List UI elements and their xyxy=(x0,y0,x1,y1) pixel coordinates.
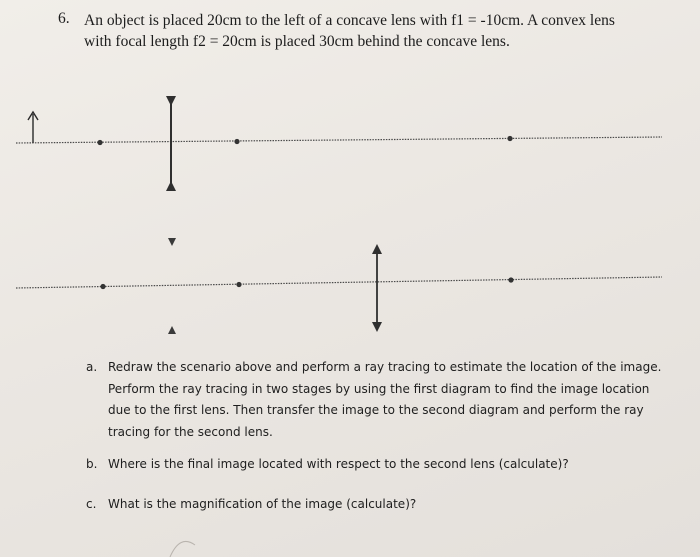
question-c-letter: c. xyxy=(86,497,97,511)
focal-point-marker xyxy=(507,136,512,141)
diagram-2 xyxy=(16,238,662,334)
pencil-mark xyxy=(170,541,195,557)
focal-point-marker xyxy=(234,139,239,144)
focal-point-marker xyxy=(508,277,513,282)
focal-point-marker xyxy=(100,284,105,289)
question-c-text xyxy=(108,494,648,516)
question-b-line-1: Where is the final image located with respect to the second lens (calculate)? xyxy=(108,457,569,471)
question-a-line-1: Redraw the scenario above and perform a ray tracing to estimate the location of the image. xyxy=(108,360,662,374)
diagram-1 xyxy=(16,96,662,191)
question-a-line-3: due to the first lens. Then transfer the image to the second diagram and perform the ray xyxy=(108,403,644,417)
question-a-line-2: Perform the ray tracing in two stages by using the first diagram to find the image location xyxy=(108,381,650,396)
question-a-line-4: tracing for the second lens. xyxy=(108,424,273,439)
question-a-letter: a. xyxy=(86,360,98,374)
problem-line-1: An object is placed 20cm to the left of a concave lens with f1 = -10cm. A convex lens xyxy=(84,12,615,29)
optical-axis-1 xyxy=(16,137,662,143)
concave-lens-1 xyxy=(166,96,176,191)
question-c-line-1: What is the magnification of the image (calculate)? xyxy=(108,497,417,511)
focal-point-marker xyxy=(97,140,102,145)
question-a-text xyxy=(108,357,662,443)
object-arrow xyxy=(28,112,38,143)
focal-point-marker xyxy=(236,282,241,287)
concave-lens-marks xyxy=(168,238,176,334)
question-b-letter: b. xyxy=(86,457,98,471)
question-b-text xyxy=(108,454,648,476)
problem-line-2: with focal length f2 = 20cm is placed 30cm behind the concave lens. xyxy=(84,33,510,50)
convex-lens-2 xyxy=(372,244,382,332)
optical-axis-2 xyxy=(16,277,662,288)
problem-number: 6. xyxy=(58,10,70,27)
